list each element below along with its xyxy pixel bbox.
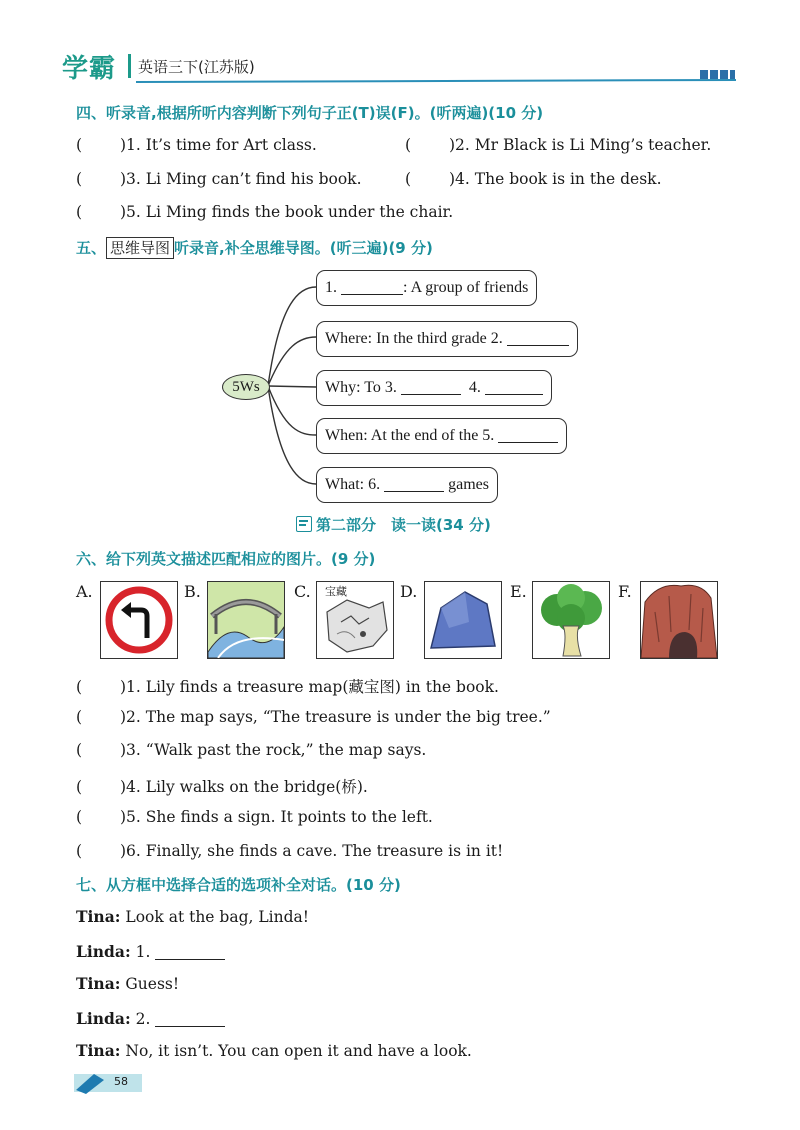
mindmap-tag: 思维导图 (106, 237, 174, 259)
pic-label-e: E. (510, 582, 527, 601)
rock-icon (424, 581, 502, 659)
treasure-caption: 宝藏 (325, 585, 347, 598)
section7-title: 七、从方框中选择合适的选项补全对话。(10 分) (76, 876, 401, 894)
book-subtitle: 英语三下(江苏版) (138, 58, 255, 76)
section4-title: 四、听录音,根据所听内容判断下列句子正(T)误(F)。(听两遍)(10 分) (76, 104, 544, 122)
dialogue-line-1: Tina: Look at the bag, Linda! (76, 907, 309, 926)
mindmap-box-where: Where: In the third grade 2. (316, 321, 578, 357)
mindmap-box-who: 1. : A group of friends (316, 270, 537, 306)
section5-title: 五、 思维导图 听录音,补全思维导图。(听三遍)(9 分) (76, 239, 433, 257)
s4-item-3: ( )3. Li Ming can’t find his book. (76, 170, 362, 188)
blank-4[interactable] (485, 376, 543, 395)
part2-heading: 第二部分 读一读(34 分) (296, 514, 491, 535)
s6-item-4: ( )4. Lily walks on the bridge(桥). (76, 778, 368, 796)
mindmap-box-why: Why: To 3. 4. (316, 370, 552, 406)
pic-label-a: A. (76, 582, 93, 601)
mindmap-box-when: When: At the end of the 5. (316, 418, 567, 454)
section6-title: 六、给下列英文描述匹配相应的图片。(9 分) (76, 550, 376, 568)
blank-2[interactable] (507, 327, 569, 346)
turn-left-sign-icon (100, 581, 178, 659)
s4-item-4: ( )4. The book is in the desk. (405, 170, 662, 188)
s6-item-1: ( )1. Lily finds a treasure map(藏宝图) in the book. (76, 678, 499, 696)
blank-5[interactable] (498, 424, 558, 443)
blank-6[interactable] (384, 473, 444, 492)
page-number: 58 (114, 1075, 128, 1088)
pic-label-f: F. (618, 582, 632, 601)
blank-1[interactable] (341, 276, 403, 295)
s6-item-2: ( )2. The map says, “The treasure is under the big tree.” (76, 708, 551, 726)
cave-icon (640, 581, 718, 659)
pencil-icon (78, 1075, 79, 1076)
dialogue-line-5: Tina: No, it isn’t. You can open it and have a look. (76, 1041, 472, 1060)
dialogue-line-4: Linda: 2. (76, 1008, 225, 1028)
brand-logo: 学霸 (62, 54, 117, 84)
s6-item-6: ( )6. Finally, she finds a cave. The treasure is in it! (76, 842, 504, 860)
blank-3[interactable] (401, 376, 461, 395)
pic-label-c: C. (294, 582, 311, 601)
s4-item-5: ( )5. Li Ming finds the book under the chair. (76, 203, 454, 221)
treasure-map-icon (316, 581, 394, 659)
dialogue-blank-2[interactable] (155, 1008, 225, 1027)
pencil-note-icon (296, 516, 312, 532)
s6-item-5: ( )5. She finds a sign. It points to the left. (76, 808, 433, 826)
dialogue-line-3: Tina: Guess! (76, 974, 180, 993)
pic-label-d: D. (400, 582, 418, 601)
page-badge (74, 1072, 142, 1094)
pic-label-b: B. (184, 582, 201, 601)
mindmap-box-what: What: 6. games (316, 467, 498, 503)
s4-item-1: ( )1. It’s time for Art class. (76, 136, 317, 154)
mindmap-center-node: 5Ws (222, 374, 270, 400)
s6-item-3: ( )3. “Walk past the rock,” the map says. (76, 741, 427, 759)
dialogue-line-2: Linda: 1. (76, 941, 225, 961)
dialogue-blank-1[interactable] (155, 941, 225, 960)
bridge-icon (207, 581, 285, 659)
s4-item-2: ( )2. Mr Black is Li Ming’s teacher. (405, 136, 712, 154)
tree-icon (532, 581, 610, 659)
